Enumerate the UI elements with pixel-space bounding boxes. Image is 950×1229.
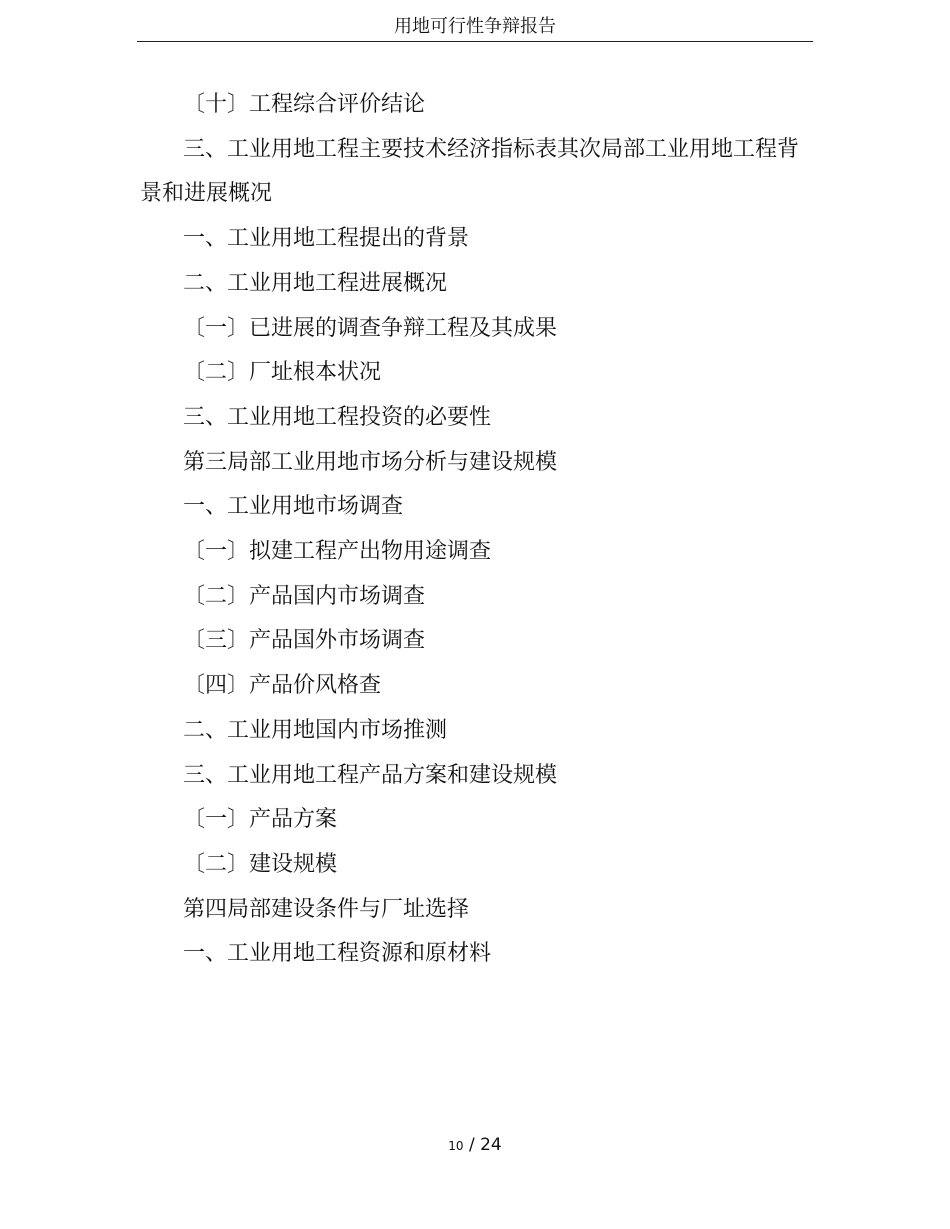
- toc-line: 〔十〕工程综合评价结论: [183, 92, 426, 117]
- toc-line: 〔一〕已进展的调查争辩工程及其成果: [183, 315, 558, 341]
- toc-line: 一、工业用地市场调查: [183, 494, 404, 520]
- toc-line: 三、工业用地工程投资的必要性: [183, 404, 492, 430]
- toc-line: 三、工业用地工程产品方案和建设规模: [183, 762, 558, 788]
- toc-line: 三、工业用地工程主要技术经济指标表其次局部工业用地工程背景和进展概况: [140, 136, 800, 207]
- total-page-count: 24: [480, 1135, 502, 1155]
- section-heading: 第四局部建设条件与厂址选择: [183, 896, 470, 922]
- toc-line: 〔一〕产品方案: [183, 807, 338, 833]
- page-header: [137, 0, 813, 42]
- document-body: [140, 83, 800, 977]
- document-title: 用地可行性争辩报告: [394, 16, 556, 37]
- toc-line: 二、工业用地国内市场推测: [183, 717, 448, 743]
- current-page-number: 10: [448, 1139, 464, 1153]
- toc-line: 二、工业用地工程进展概况: [183, 270, 448, 296]
- toc-line: 〔三〕产品国外市场调查: [183, 628, 426, 654]
- toc-line: 一、工业用地工程提出的背景: [183, 226, 470, 252]
- page-separator: /: [463, 1135, 481, 1155]
- page-number: [0, 1134, 950, 1157]
- toc-line: 〔二〕建设规模: [183, 851, 338, 877]
- toc-line: 〔二〕厂址根本状况: [183, 360, 382, 386]
- toc-line: 〔一〕拟建工程产出物用途调查: [183, 539, 492, 565]
- section-heading: 第三局部工业用地市场分析与建设规模: [183, 449, 558, 475]
- toc-line: 〔二〕产品国内市场调查: [183, 583, 426, 609]
- toc-line: 一、工业用地工程资源和原材料: [183, 941, 492, 967]
- toc-line: 〔四〕产品价风格查: [183, 673, 382, 699]
